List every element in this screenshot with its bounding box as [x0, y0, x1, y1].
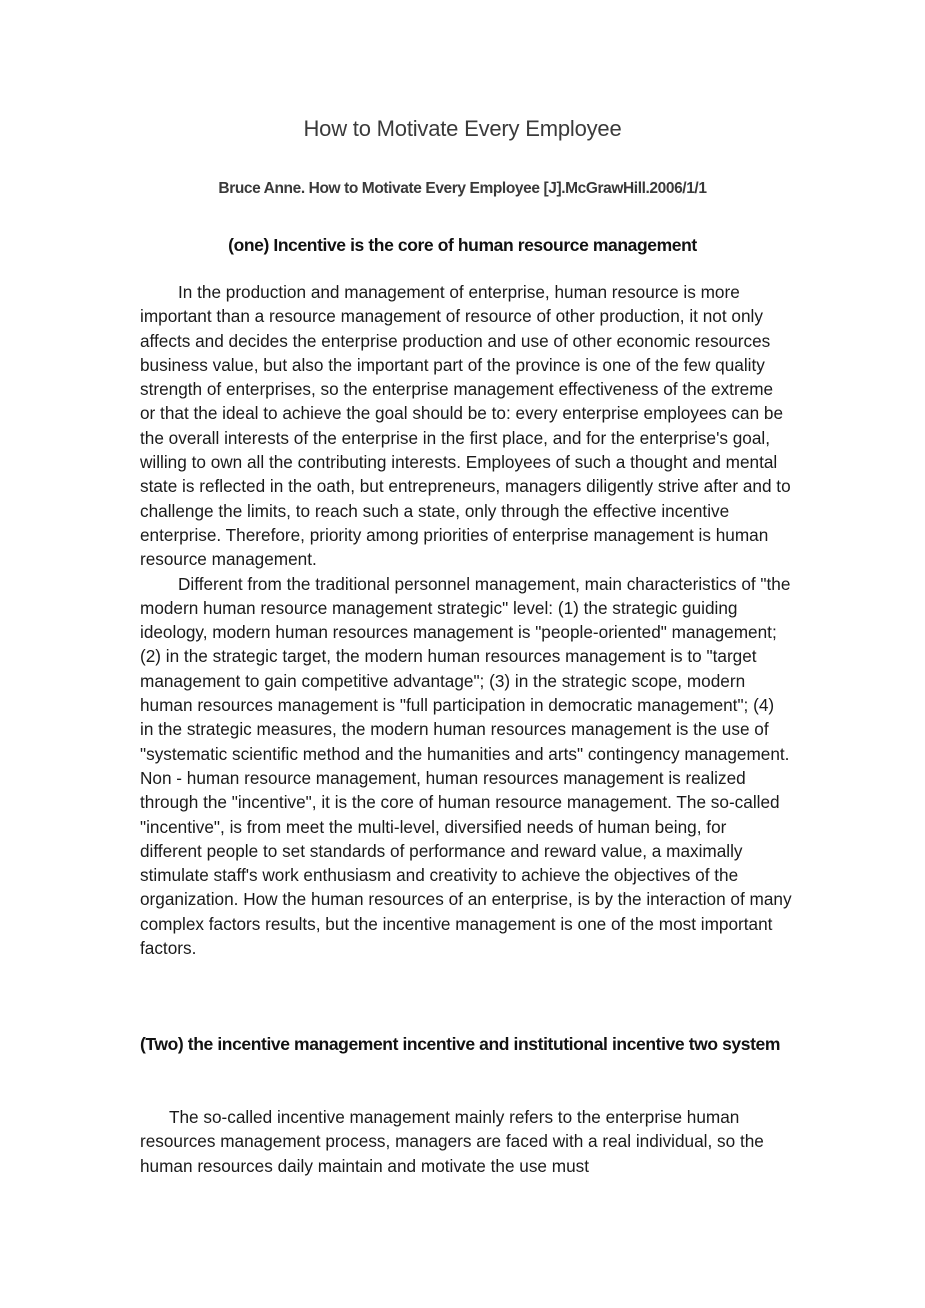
- document-title: How to Motivate Every Employee: [303, 116, 622, 141]
- paragraph: Different from the traditional personnel management, main characteristics of "the modern human resource management strategic" level: (1) the strategic guiding ideology, modern human resources management is "people-oriented" management; (2) in the strategic target, the modern human resources management is to "target management to gain competitive advantage"; (3) in the strategic scope, modern human resources management is "full participation in democratic management"; (4) in the strategic measures, the modern human resources management is the use of "systematic scientific method and the humanities and arts" contingency management. Non - human resource management, human resources management is realized through the "incentive", it is the core of human resource management. The so-called "incentive", is from meet the multi-level, diversified needs of human being, for different people to set standards of performance and reward value, a maximally stimulate staff's work enthusiasm and creativity to achieve the objectives of the organization. How the human resources of an enterprise, is by the interaction of many complex factors results, but the incentive management is one of the most important factors.: [140, 573, 792, 959]
- citation: Bruce Anne. How to Motivate Every Employee [J].McGrawHill.2006/1/1: [218, 180, 707, 197]
- paragraph: In the production and management of enterprise, human resource is more important than a resource management of resource of other production, it not only affects and decides the enterprise production and use of other economic resources business value, but also the important part of the province is one of the few quality strength of enterprises, so the enterprise management effectiveness of the extreme or that the ideal to achieve the goal should be to: every enterprise employees can be the overall interests of the enterprise in the first place, and for the enterprise's goal, willing to own all the contributing interests. Employees of such a thought and mental state is reflected in the oath, but entrepreneurs, managers diligently strive after and to challenge the limits, to reach such a state, only through the effective incentive enterprise. Therefore, priority among priorities of enterprise management is human resource management.: [140, 282, 791, 570]
- paragraph: The so-called incentive management mainly refers to the enterprise human resources management process, managers are faced with a real individual, so the human resources daily maintain and motivate the use must: [140, 1107, 764, 1176]
- section-heading-two: (Two) the incentive management incentive and institutional incentive two system: [140, 1034, 781, 1054]
- section-one-body: [140, 280, 792, 960]
- section-heading-one: (one) Incentive is the core of human resource management: [228, 235, 697, 255]
- section-two-body: [140, 1105, 792, 1178]
